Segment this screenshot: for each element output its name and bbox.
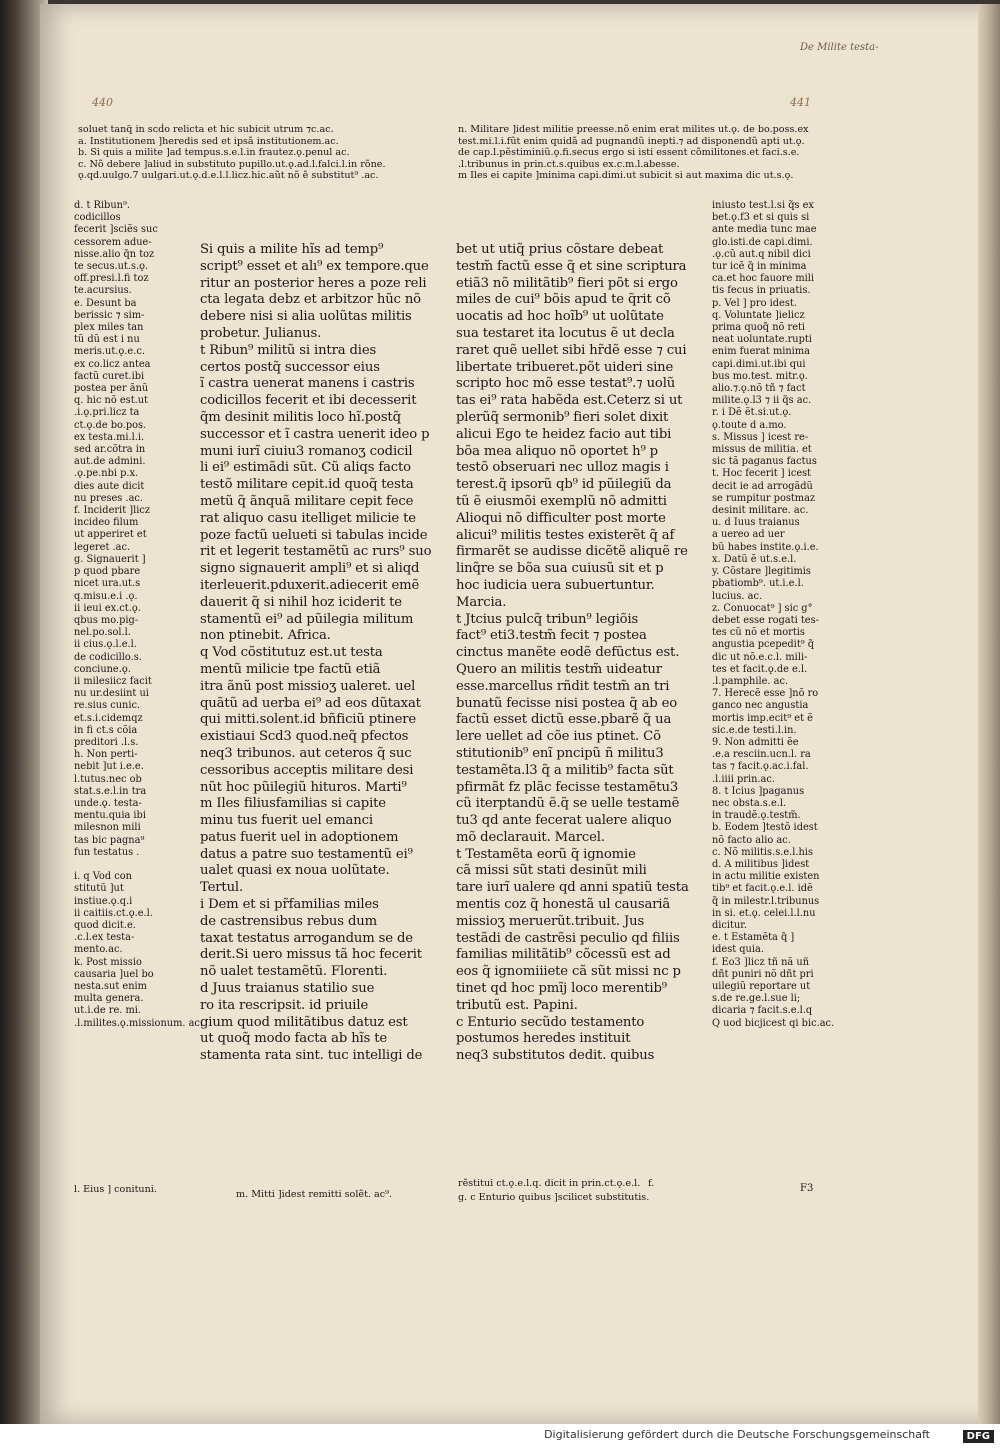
left-margin-line: milesnon mili <box>74 822 141 834</box>
left-margin-line: nesta.sut enim <box>74 981 147 992</box>
right-margin-line: nec obsta.s.e.l. <box>712 797 787 809</box>
text-line: neq3 tribunos. aut ceteros q̃ suc <box>200 745 412 761</box>
text-line: dauerit q̃ si nihil hoz iciderit te <box>200 594 402 610</box>
left-margin-line: plex miles tan <box>74 322 144 334</box>
left-margin-line: cessorem adue- <box>74 236 152 248</box>
right-margin-line: b. Eodem ]testõ idest <box>712 822 818 834</box>
left-margin-line: re.sius cunic. <box>74 700 141 712</box>
text-line: alicui⁹ militis testes existerẽt q̃ af <box>456 527 675 543</box>
right-margin-line: sic.e.de testi.l.in. <box>712 724 797 736</box>
left-margin-line: ex testa.mi.l.i. <box>74 431 145 443</box>
bottom-note-center-right: rẽstitui ct.ǫ.e.l.q. dicit in prin.ct.ǫ.e.l. <box>458 1178 641 1189</box>
right-margin-line: q. Voluntate ]ielicz <box>712 309 805 321</box>
left-margin-line: postea per ãnũ <box>74 383 149 395</box>
text-line: lere uellet ad cõe ius ptinet. Cõ <box>456 729 661 745</box>
right-margin-line: r. i Dẽ ẽt.si.ut.ǫ. <box>712 407 792 419</box>
text-line: cta legata debz et arbitzor hũc nõ <box>200 292 421 308</box>
top-right-note-line: de cap.l.pẽstiminiũ.ǫ.fi.secus ergo si isti essent cõmilitones.et faci.s.e. <box>458 147 800 159</box>
text-line: testõ obseruari nec ulloz magis i <box>456 460 669 476</box>
text-line: tinet qd hoc pmĩj loco merentib⁹ <box>456 981 667 997</box>
left-margin-line: codicillos <box>74 212 121 224</box>
text-line: rit et legerit testamẽtũ ac rurs⁹ suo <box>200 544 432 560</box>
text-line: uocatis ad hoc hoĩb⁹ ut uolũtate <box>456 309 664 325</box>
text-line: quãtũ ad uerba ei⁹ ad eos dũtaxat <box>200 695 421 711</box>
text-line: firmarẽt se audisse dicẽtẽ aliquẽ re <box>456 544 688 560</box>
text-line: m Iles filiusfamilias si capite <box>200 796 386 812</box>
left-margin-line: ex co.licz antea <box>74 358 151 370</box>
text-line: probetur. Julianus. <box>200 325 322 341</box>
bottom-note-left: l. Eius ] conituni. <box>74 1184 157 1195</box>
text-line: c Enturio secũdo testamento <box>456 1014 645 1030</box>
left-margin-line: fecerit ]sciẽs suc <box>74 224 158 236</box>
text-line: metũ q̃ ãnquã militare cepit fece <box>200 493 414 509</box>
top-left-note-line: a. Institutionem ]heredis sed et ipsã institutionem.ac. <box>78 135 339 147</box>
left-margin-line: dies aute dicit <box>74 480 145 492</box>
text-line: t Testamẽta eorũ q̃ ignomie <box>456 846 636 862</box>
right-margin-line: s.de re.ge.l.sue li; <box>712 993 801 1005</box>
text-line: q̃m desinit militis loco hĩ.postq̃ <box>200 409 401 425</box>
left-margin-line: g. Signauerit ] <box>74 553 146 565</box>
left-margin-line: i. q Vod con <box>74 871 132 883</box>
right-margin-line: debet esse rogati tes- <box>712 614 819 626</box>
right-margin-line: angustia pcepedit⁹ q̃ <box>712 639 815 651</box>
right-margin-line: capi.dimi.ut.ibi qui <box>712 358 806 370</box>
right-margin-line: e. t Estamẽta q̃ ] <box>712 932 795 944</box>
top-right-note-line: .l.tribunus in prin.ct.s.quibus ex.c.m.l.abesse. <box>458 158 680 170</box>
left-margin-line: te.acursius. <box>74 285 132 297</box>
right-margin-line: mortis imp.ecit⁹ et ẽ <box>712 712 813 724</box>
bottom-note-right: g. c Enturio quibus ]scilicet substitutis. <box>458 1192 650 1203</box>
text-line: stamentũ ei⁹ ad pũilegia militum <box>200 611 414 627</box>
digitization-credit: Digitalisierung gefördert durch die Deutsche Forschungsgemeinschaft <box>544 1428 930 1441</box>
right-margin-line: q̃ in milestr.l.tribunus <box>712 895 820 907</box>
right-margin-line: in actu militie existen <box>712 871 820 883</box>
text-line: Quero an militis testm̃ uideatur <box>456 661 662 677</box>
right-margin-line: neat uoluntate.rupti <box>712 334 812 346</box>
right-margin-line: dicaria ⁊ facit.s.e.l.q <box>712 1005 813 1017</box>
text-line: mentis coz q̃ honestã ul causariã <box>456 897 671 913</box>
top-left-notes <box>78 124 386 182</box>
text-line: poze factũ uelueti si tabulas incide <box>200 527 428 543</box>
right-margin-line: ganco nec angustia <box>712 700 809 712</box>
top-right-note-line: m Iles ei capite ]minima capi.dimi.ut subicit si aut maxima dic ut.s.ǫ. <box>458 170 794 182</box>
left-margin-line: ii caitiis.ct.ǫ.e.l. <box>74 907 153 919</box>
text-line: factũ esset dictũ esse.pbarẽ q̃ ua <box>456 712 672 728</box>
left-margin-line: stat.s.e.l.in tra <box>74 785 147 797</box>
right-margin-line: glo.isti.de capi.dimi. <box>712 236 813 248</box>
handwritten-title: De Milite testa- <box>800 42 879 53</box>
text-line: Si quis a milite hĩs ad temp⁹ <box>200 242 384 257</box>
text-line: tu3 qd ante fecerat ualere aliquo <box>456 813 672 829</box>
page-number-right: 441 <box>790 96 811 109</box>
right-margin-line: bũ habes instite.ǫ.i.e. <box>712 541 819 553</box>
text-line: Alioqui nõ difficulter post morte <box>456 510 666 526</box>
text-line: alicui Ego te heidez facio aut tibi <box>456 426 672 442</box>
left-margin-line <box>74 859 203 871</box>
text-line: t Jtcius pulcq̃ tribun⁹ legiõis <box>456 611 639 627</box>
text-line: signo signauerit ampli⁹ et si aliqd <box>200 561 420 577</box>
text-line: ut quoq̃ modo facta ab hĩs te <box>200 1031 388 1047</box>
text-line: ro ita rescripsit. id priuile <box>200 997 369 1013</box>
right-margin-line: a uereo ad uer <box>712 529 785 541</box>
text-line: existiaui Scd3 quod.neq̃ pfectos <box>200 729 409 745</box>
right-margin-line: 8. t Icius ]paganus <box>712 785 805 797</box>
text-line: t Ribun⁹ militũ si intra dies <box>200 342 377 358</box>
left-margin-line: .c.l.ex testa- <box>74 932 135 944</box>
right-margin-line: tur icẽ q̃ in minima <box>712 261 807 273</box>
text-line: li ei⁹ estimãdi sũt. Cũ aliqs facto <box>200 460 411 476</box>
text-line: datus a patre suo testamentũ ei⁹ <box>200 846 413 862</box>
text-line: missioʒ meruerũt.tribuit. Jus <box>456 913 645 929</box>
left-margin-line: off.presi.l.fi toz <box>74 273 149 285</box>
right-margin-line: idest quia. <box>712 944 764 956</box>
text-line: gium quod militãtibus datuz est <box>200 1014 408 1030</box>
text-line: testm̃ factũ esse q̃ et sine scriptura <box>456 258 687 274</box>
left-margin-line: .ǫ.pe.nbi p.x. <box>74 468 139 480</box>
left-margin-line: ii milesiicz facit <box>74 675 152 687</box>
text-line: itra ãnũ post missioʒ ualeret. uel <box>200 678 416 694</box>
left-margin-line: ct.ǫ.de bo.pos. <box>74 419 147 431</box>
top-left-note-line: c. Nõ debere ]aliud in substituto pupillo.ut.ǫ.ad.l.falci.l.in rõne. <box>78 158 386 170</box>
left-margin-line: sed ar.cõtra in <box>74 444 146 456</box>
text-line: terest.q̃ ipsorũ qb⁹ id pũilegiũ da <box>456 477 672 493</box>
left-margin-line: qbus mo.pig- <box>74 614 139 626</box>
right-margin-line: uilegiũ reportare ut <box>712 981 811 992</box>
left-margin-line: aut.de admini. <box>74 456 146 468</box>
left-margin-line: nu preses .ac. <box>74 492 144 504</box>
main-column-left <box>200 242 431 1065</box>
text-line: tũ ẽ eiusmõi exemplũ nõ admitti <box>456 493 667 509</box>
text-line: mõ declarauit. Marcel. <box>456 829 605 845</box>
left-margin-line: .l.milites.ǫ.missionum. ac. <box>74 1017 204 1029</box>
text-line: cessoribus acceptis militare desi <box>200 762 414 778</box>
text-line: testamẽta.l3 q̃ a militib⁹ facta sũt <box>456 762 674 778</box>
text-line: testõ militare cepit.id quoq̃ testa <box>200 477 414 493</box>
text-line: certos postq̃ successor eius <box>200 359 380 375</box>
left-margin-line: quod dicit.e. <box>74 919 136 931</box>
right-margin-line: enim fuerat minima <box>712 346 810 358</box>
left-margin-line: h. Non perti- <box>74 749 138 761</box>
right-margin-line: tes et facit.ǫ.de e.l. <box>712 663 808 675</box>
text-line: familias militãtib⁹ cõcessũ est ad <box>456 947 671 963</box>
left-margin-line: te secus.ut.s.ǫ. <box>74 261 149 273</box>
text-line: de castrensibus rebus dum <box>200 913 377 929</box>
left-margin-line: nu ur.desiint ui <box>74 688 149 700</box>
right-margin-line: z. Conuocat⁹ ] sic g° <box>712 602 813 614</box>
right-margin-line: s. Missus ] icest re- <box>712 431 809 443</box>
text-line: fact⁹ eti3.testm̃ fecit ⁊ postea <box>456 628 647 644</box>
dfg-logo: DFG <box>963 1430 994 1443</box>
text-line: script⁹ esset et alı⁹ ex tempore.que <box>200 258 429 274</box>
text-line: cã missi sũt stati desinũt mili <box>456 863 647 879</box>
left-margin-line: q. hic nõ est.ut <box>74 395 148 407</box>
text-line: linq̃re se bõa sua cuiusũ sit et p <box>456 561 664 577</box>
right-margin-line: f. Eo3 ]licz tñ nã uñ <box>712 956 809 968</box>
left-margin-line: de codicillo.s. <box>74 651 142 663</box>
text-line: qui mitti.solent.id bñficiũ ptinere <box>200 712 417 728</box>
left-margin-line: conciune.ǫ. <box>74 663 131 675</box>
left-margin-line: tũ dũ est i nu <box>74 334 140 346</box>
text-line: q Vod cõstitutuz est.ut testa <box>200 645 383 661</box>
right-margin-line: nõ facto alio ac. <box>712 834 791 846</box>
text-line: cinctus manẽte eodẽ defũctus est. <box>456 645 680 661</box>
left-margin-line: f. Inciderit ]licz <box>74 505 150 517</box>
right-margin-line: bus mo.test. mitr.ǫ. <box>712 370 808 382</box>
left-margin-line: p quod pbare <box>74 566 141 578</box>
page-fore-edge <box>978 4 1000 1424</box>
right-margin-line: tas ⁊ facit.ǫ.ac.i.fal. <box>712 761 809 773</box>
left-margin-commentary <box>74 200 203 1030</box>
right-margin-line: tis fecus in priuatis. <box>712 285 811 297</box>
text-line: nõ ualet testamẽtũ. Florenti. <box>200 964 388 980</box>
left-margin-line: nel.po.sol.l. <box>74 627 131 639</box>
right-margin-line: milite.ǫ.l3 ⁊ ii q̃s ac. <box>712 395 812 407</box>
text-line: bõa mea aliquo nõ oportet h⁹ p <box>456 443 658 459</box>
right-margin-line: t. Hoc fecerit ] icest <box>712 468 812 480</box>
text-line: postumos heredes instituit <box>456 1031 631 1047</box>
text-line: eos q̃ ignomiiiete cã sũt missi nc p <box>456 964 681 980</box>
right-margin-line: .e.a resciin.ucn.l. ra <box>712 749 811 761</box>
right-margin-line: y. Cõstare ]legitimis <box>712 566 811 578</box>
text-line: codicillos fecerit et ibi decesserit <box>200 393 417 409</box>
right-margin-line: alio.⁊.ǫ.nõ tñ ⁊ fact <box>712 383 806 395</box>
right-margin-commentary <box>712 200 834 1030</box>
text-line: iterleuerit.pduxerit.adiecerit emẽ <box>200 577 420 593</box>
text-line: d Juus traianus statilio sue <box>200 981 375 997</box>
text-line: esse.marcellus rñdit testm̃ an tri <box>456 678 670 694</box>
text-line: successor et ĩ castra uenerit ideo p <box>200 426 430 442</box>
left-margin-line: ut apperiret et <box>74 529 147 541</box>
right-margin-line: dñt puniri nõ dñt pri <box>712 968 814 980</box>
left-margin-line: e. Desunt ba <box>74 297 137 309</box>
left-margin-line: causaria ]uel bo <box>74 968 154 980</box>
text-line: patus fuerit uel in adoptionem <box>200 829 399 845</box>
top-left-note-line: soluet tanq̃ in scḋo relicta et hic subicit utrum ⁊c.ac. <box>78 124 334 135</box>
left-margin-line: k. Post missio <box>74 956 142 968</box>
right-margin-line: Q uod bicjicest qi bic.ac. <box>712 1017 835 1029</box>
text-line: non ptinebit. Africa. <box>200 628 331 644</box>
top-right-note-line: n. Militare ]idest militie preesse.nõ enim erat milites ut.ǫ. de bo.poss.ex <box>458 124 809 135</box>
right-margin-line: .l.pamphile. ac. <box>712 675 789 687</box>
right-margin-line: in traudẽ.ǫ.testm̃. <box>712 810 801 822</box>
left-margin-line: q.misu.e.i .ǫ. <box>74 590 138 602</box>
text-line: sua testaret ita locutus ẽ ut decla <box>456 325 675 341</box>
text-line: raret quẽ uellet sibi hr̃dẽ esse ⁊ cui <box>456 342 687 358</box>
top-left-note-line: b. Si quis a milite ]ad tempus.s.e.l.in frautez.ǫ.penul ac. <box>78 147 350 159</box>
text-line: tributũ est. Papini. <box>456 997 578 1013</box>
right-margin-line: ante media tunc mae <box>712 224 817 236</box>
right-margin-line: u. d Iuus traianus <box>712 517 800 529</box>
text-line: stitutionib⁹ enĩ pncipũ ñ militu3 <box>456 745 664 761</box>
left-margin-line: stitutũ ]ut <box>74 883 124 895</box>
text-line: tare iurĩ ualere qd anni spatiũ testa <box>456 880 689 896</box>
right-margin-line: bet.ǫ.f3 et si quis si <box>712 212 810 224</box>
right-margin-line: sic tã paganus factus <box>712 456 817 468</box>
left-margin-line: mento.ac. <box>74 944 123 956</box>
left-margin-line: ii ieui ex.ct.ǫ. <box>74 602 141 614</box>
text-line: tas ei⁹ rata habẽda est.Ceterz si ut <box>456 393 683 409</box>
text-line: rat aliquo casu itelliget milicie te <box>200 510 416 526</box>
right-margin-line: tes cũ nõ et mortis <box>712 627 805 639</box>
text-line: minu tus fuerit uel emanci <box>200 813 373 829</box>
text-line: hoc iudicia uera subuertuntur. <box>456 577 655 593</box>
text-line: ĩ castra uenerat manens i castris <box>200 376 415 392</box>
text-line: mentũ milicie tpe factũ etiã <box>200 661 381 677</box>
right-margin-line: 7. Herecẽ esse ]nõ ro <box>712 688 819 700</box>
left-margin-line: meris.ut.ǫ.e.c. <box>74 346 145 358</box>
left-margin-line: unde.ǫ. testa- <box>74 797 142 809</box>
left-margin-line: l.tutus.nec ob <box>74 773 142 785</box>
right-margin-line: pbatiomb⁹. ut.i.e.l. <box>712 578 804 590</box>
top-left-note-line: ǫ.qd.uulgo.7 uulgari.ut.ǫ.d.e.l.l.licz.hic.aũt nõ ẽ substitut⁹ .ac. <box>78 170 379 182</box>
right-margin-line: tib⁹ et facit.ǫ.e.l. idẽ <box>712 883 813 895</box>
main-column-right <box>456 242 689 1065</box>
right-margin-line: dicitur. <box>712 919 747 931</box>
text-line: cũ iterptandũ ẽ.q̃ se uelle testamẽ <box>456 796 680 812</box>
right-margin-line: dic ut nõ.e.c.l. mili- <box>712 651 808 663</box>
left-margin-line: d. t Ribun⁹. <box>74 200 130 211</box>
left-margin-line: .i.ǫ.pri.licz ta <box>74 407 140 419</box>
right-margin-line: c. Nõ militis.s.e.l.his <box>712 846 813 858</box>
right-margin-line: prima quoq̃ nõ reti <box>712 322 806 334</box>
text-line: Marcia. <box>456 594 507 610</box>
text-line: Tertul. <box>200 880 244 896</box>
left-margin-line: mentu.quia ibi <box>74 810 146 822</box>
bottom-note-center-left: m. Mitti ]idest remitti solẽt. ac⁹. <box>236 1189 393 1200</box>
left-margin-line: fun testatus . <box>74 846 140 858</box>
page-number-left: 440 <box>92 96 113 109</box>
text-line: i Dem et si pr̃familias miles <box>200 897 379 913</box>
text-line: muni iurĩ ciuiu3 romanoʒ codicil <box>200 443 413 459</box>
right-margin-line: p. Vel ] pro idest. <box>712 297 797 309</box>
right-margin-line: se rumpitur postmaz <box>712 492 816 504</box>
left-margin-line: et.s.i.cidemqz <box>74 712 143 724</box>
text-line: stamenta rata sint. tuc intelligi de <box>200 1048 423 1064</box>
left-margin-line: nisse.alio q̃n toz <box>74 248 155 260</box>
left-margin-line: preditori .l.s. <box>74 736 139 748</box>
left-margin-line: ii cius.ǫ.l.e.l. <box>74 639 137 651</box>
right-margin-line: iniusto test.l.si q̃s ex <box>712 200 814 211</box>
left-margin-line: in fi ct.s cõia <box>74 724 138 736</box>
left-margin-line: incideo filum <box>74 517 139 529</box>
right-margin-line: lucius. ac. <box>712 590 763 602</box>
left-margin-line: instiue.ǫ.q.i <box>74 895 133 907</box>
text-line: plerũq̃ sermonib⁹ fieri solet dixit <box>456 409 669 425</box>
right-margin-line: .ǫ.cũ aut.q nibil dici <box>712 248 811 260</box>
right-margin-line: missus de militia. et <box>712 444 812 456</box>
right-margin-line: d. A militibus ]idest <box>712 858 810 870</box>
text-line: bunatũ fecisse nisi postea q̃ ab eo <box>456 695 678 711</box>
left-margin-line: multa genera. <box>74 993 144 1005</box>
text-line: neq3 substitutos dedit. quibus <box>456 1048 655 1064</box>
left-margin-line: ut.i.de re. mi. <box>74 1005 142 1017</box>
left-margin-line: factũ curet.ibi <box>74 370 145 382</box>
text-line: ualet quasi ex noua uolũtate. <box>200 863 390 879</box>
bottom-note-mark: f. <box>648 1178 655 1189</box>
text-line: bet ut utiq̃ prius cõstare debeat <box>456 242 664 257</box>
left-margin-line: tas bic pagna⁹ <box>74 834 145 846</box>
text-line: miles de cui⁹ bõis apud te q̃rit cõ <box>456 292 671 308</box>
right-margin-line: x. Datũ ẽ ut.s.e.l. <box>712 553 797 565</box>
signature-mark: F3 <box>800 1183 814 1194</box>
left-margin-line: nebit ]ut i.e.e. <box>74 761 144 773</box>
right-margin-line: decit ie ad arrogãdũ <box>712 480 813 492</box>
text-line: derit.Si uero missus tã hoc fecerit <box>200 947 422 963</box>
text-line: testãdi de castrẽsi peculio qd filiis <box>456 930 680 946</box>
left-margin-line: nicet ura.ut.s <box>74 578 141 590</box>
text-line: debere nisi si alia uolũtas militis <box>200 309 412 325</box>
right-margin-line: ca.et hoc fauore mili <box>712 273 815 285</box>
left-margin-line: berissic ⁊ sim- <box>74 309 145 321</box>
top-right-notes <box>458 124 809 182</box>
right-margin-line: in si. et.ǫ. celei.l.l.nu <box>712 907 816 919</box>
right-margin-line: .l.iiii prin.ac. <box>712 773 775 785</box>
top-right-note-line: test.mi.l.i.fũt enim quidã ad pugnandũ inepti.⁊ ad disponendũ apti ut.ǫ. <box>458 135 805 147</box>
text-line: pfirmãt fz plãc fecisse testamẽtu3 <box>456 779 679 795</box>
right-margin-line: 9. Non admitti ẽe <box>712 736 799 748</box>
text-line: etiã3 nõ militãtib⁹ fieri põt si ergo <box>456 275 678 291</box>
text-line: taxat testatus arrogandum se de <box>200 930 413 946</box>
text-line: libertate tribueret.põt uideri sine <box>456 359 674 375</box>
text-line: scripto hoc mõ esse testat⁹.⁊ uolũ <box>456 376 676 392</box>
right-margin-line: desinit militare. ac. <box>712 505 809 517</box>
text-line: ritur an posterior heres a poze reli <box>200 275 427 291</box>
right-margin-line: ǫ.toute d a.mo. <box>712 419 787 431</box>
text-line: nũt hoc pũilegiũ hituros. Marti⁹ <box>200 779 407 795</box>
left-margin-line: legeret .ac. <box>74 541 131 553</box>
